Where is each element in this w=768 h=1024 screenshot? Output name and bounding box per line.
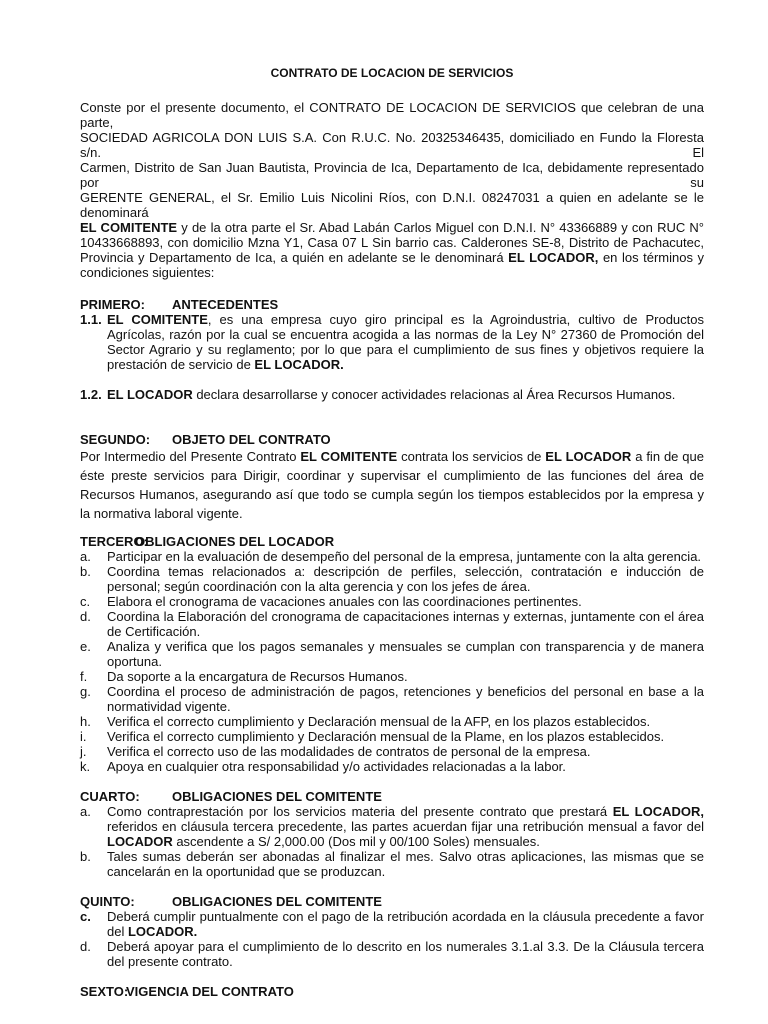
list-item: a. Como contraprestación por los servicios materia del presente contrato que prestará EL LOCADOR, referidos en cláusula tercera precedente, las partes acuerdan fijar una retribución mensual a favor del LOCADOR ascendente a S/ 2,000.00 (Dos mil y 00/100 Soles) mensuales. (80, 804, 704, 849)
document-title: CONTRATO DE LOCACION DE SERVICIOS (270, 66, 514, 80)
list-item: k. Apoya en cualquier otra responsabilidad y/o actividades relacionadas a la labor. (80, 759, 566, 774)
section-heading-quinto: QUINTO: OBLIGACIONES DEL COMITENTE (80, 894, 382, 909)
list-item: i. Verifica el correcto cumplimiento y Declaración mensual de la Plame, en los plazos establecidos. (80, 729, 665, 744)
list-item: h. Verifica el correcto cumplimiento y Declaración mensual de la AFP, en los plazos establecidos. (80, 714, 651, 729)
section-heading-sexto: SEXTO: VIGENCIA DEL CONTRATO (80, 984, 294, 999)
list-item: a. Participar en la evaluación de desempeño del personal de la empresa, juntamente con la alta gerencia. (80, 549, 702, 564)
list-item: c. Deberá cumplir puntualmente con el pago de la retribución acordada en la cláusula precedente a favor del LOCADOR. (80, 909, 704, 939)
party-name: EL LOCADOR, (508, 250, 599, 265)
list-item: j. Verifica el correcto uso de las modalidades de contratos de personal de la empresa. (80, 744, 591, 759)
list-item: b. Coordina temas relacionados a: descripción de perfiles, selección, contratación e inducción de personal; según coordinación con la alta gerencia y con los jefes de área. (80, 564, 704, 594)
intro-line: GERENTE GENERAL, el Sr. Emilio Luis Nicolini Ríos, con D.N.I. 08247031 a quien en adelante se le denominará (80, 190, 704, 220)
clause-segundo-text: Por Intermedio del Presente Contrato EL COMITENTE contrata los servicios de EL LOCADOR a fin de que éste preste servicios para Dirigir, coordinar y supervisar el cumplimiento de las funciones del área de Recursos Humanos, asegurando así que todo se cumpla según los tiempos establecidos por la empresa y la normativa laboral vigente. (80, 449, 704, 521)
section-heading-segundo: SEGUNDO: OBJETO DEL CONTRATO (80, 432, 331, 447)
intro-line: Carmen, Distrito de San Juan Bautista, Provincia de Ica, Departamento de Ica, debidamente representado por su (80, 160, 704, 190)
clause-1-2: 1.2. EL LOCADOR declara desarrollarse y conocer actividades relacionas al Área Recursos Humanos. (80, 387, 676, 402)
intro-paragraph (80, 100, 704, 280)
section-heading-tercero: TERCERO: OBLIGACIONES DEL LOCADOR (80, 534, 335, 549)
section-heading-primero: PRIMERO: ANTECEDENTES (80, 297, 279, 312)
clause-1-1: 1.1. EL COMITENTE, es una empresa cuyo giro principal es la Agroindustria, cultivo de Productos Agrícolas, razón por la cual se encuentra acogida a las normas de la Ley N° 27360 de Promoción del Sector Agrario y su reglamento; por lo que para el cumplimiento de sus fines y objetivos requiere la prestación de servicio de EL LOCADOR. (80, 312, 705, 372)
intro-line: Conste por el presente documento, el CONTRATO DE LOCACION DE SERVICIOS que celebran de una parte, (80, 100, 704, 130)
intro-line: 10433668893, con domicilio Mzna Y1, Casa 07 L Sin barrio cas. Calderones SE-8, Distrito de Pachacutec, (80, 235, 704, 250)
list-item: d. Coordina la Elaboración del cronograma de capacitaciones internas y externas, juntamente con el área de Certificación. (80, 609, 704, 639)
intro-line: SOCIEDAD AGRICOLA DON LUIS S.A. Con R.U.C. No. 20325346435, domiciliado en Fundo la Floresta s/n. El (80, 130, 704, 160)
list-item: e. Analiza y verifica que los pagos semanales y mensuales se cumplan con transparencia y de manera oportuna. (80, 639, 704, 669)
intro-line: EL COMITENTE y de la otra parte el Sr. Abad Labán Carlos Miguel con D.N.I. N° 43366889 y con RUC N° (80, 220, 704, 235)
list-item: b. Tales sumas deberán ser abonadas al finalizar el mes. Salvo otras aplicaciones, las mismas que se cancelarán en la oportunidad que se produzcan. (80, 849, 704, 879)
section-heading-cuarto: CUARTO: OBLIGACIONES DEL COMITENTE (80, 789, 382, 804)
list-item: c. Elabora el cronograma de vacaciones anuales con las coordinaciones pertinentes. (80, 594, 582, 609)
intro-line: condiciones siguientes: (80, 265, 215, 280)
list-item: g. Coordina el proceso de administración de pagos, retenciones y beneficios del personal en base a la normatividad vigente. (80, 684, 704, 714)
party-name: EL COMITENTE (80, 220, 178, 235)
list-item: f. Da soporte a la encargatura de Recursos Humanos. (80, 669, 408, 684)
obligations-list (80, 549, 704, 774)
list-item: d. Deberá apoyar para el cumplimiento de lo descrito en los numerales 3.1.al 3.3. De la Cláusula tercera del presente contrato. (80, 939, 704, 969)
intro-line: Provincia y Departamento de Ica, a quién en adelante se le denominará EL LOCADOR, en los términos y (80, 250, 705, 265)
